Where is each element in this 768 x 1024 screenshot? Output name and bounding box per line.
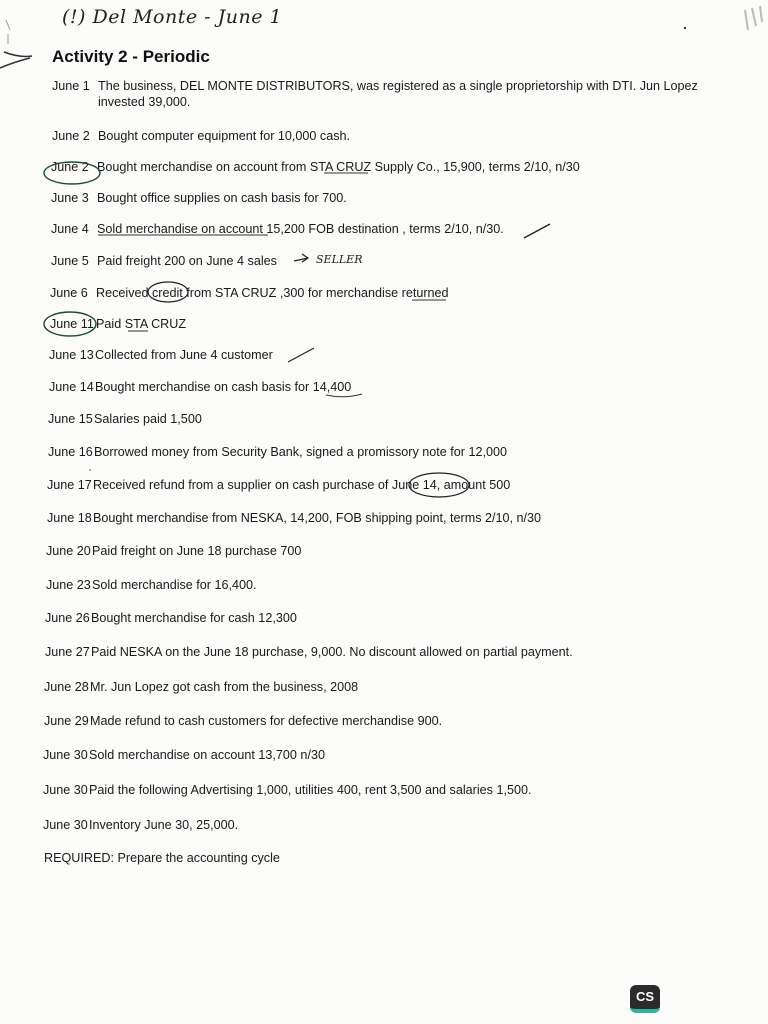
list-item [52, 78, 768, 110]
entry-date: June 13 [49, 348, 94, 362]
handwritten-heading: (!) Del Monte - June 1 [62, 6, 283, 28]
entry-text: Paid freight on June 18 purchase 700 [92, 544, 302, 558]
entry-date: June 30 [43, 818, 88, 832]
list-item [49, 379, 768, 395]
entry-text: Received refund from a supplier on cash purchase of June 14, amount 500 [93, 478, 511, 492]
dot-mark [89, 469, 91, 471]
entry-date: June 2 [51, 160, 89, 174]
corner-scribble [745, 6, 762, 30]
required-instruction: REQUIRED: Prepare the accounting cycle [44, 851, 280, 865]
entry-text: Mr. Jun Lopez got cash from the business, 2008 [90, 680, 359, 694]
entry-date: June 27 [45, 645, 90, 659]
entry-text: Bought computer equipment for 10,000 cash. [98, 129, 351, 143]
entry-text: Collected from June 4 customer [95, 348, 273, 362]
list-item [50, 316, 768, 332]
list-item [44, 679, 764, 695]
list-item [45, 644, 765, 660]
list-item [44, 713, 764, 729]
list-item [52, 128, 768, 144]
list-item [46, 577, 766, 593]
list-item [48, 444, 768, 460]
entry-date: June 5 [51, 254, 89, 268]
entry-date: June 1 [52, 79, 90, 93]
entry-text: Received credit from STA CRUZ ,300 for merchandise returned [96, 286, 449, 300]
list-item [45, 610, 765, 626]
list-item [50, 285, 768, 301]
list-item [46, 543, 766, 559]
page-title: Activity 2 - Periodic [52, 47, 210, 66]
entry-date: June 11 [50, 317, 94, 331]
margin-tick-mark [6, 20, 10, 44]
camscanner-logo: CS [630, 985, 660, 1013]
entry-date: June 14 [49, 380, 94, 394]
entry-date: June 16 [48, 445, 93, 459]
entry-date: June 15 [48, 412, 93, 426]
entry-text: Paid NESKA on the June 18 purchase, 9,000. No discount allowed on partial payment. [91, 645, 573, 659]
entry-text: Sold merchandise on account 15,200 FOB destination , terms 2/10, n/30. [97, 222, 504, 236]
dot-mark [684, 27, 686, 29]
entry-text: Bought merchandise on account from STA CRUZ Supply Co., 15,900, terms 2/10, n/30 [97, 160, 580, 174]
entry-text: Sold merchandise on account 13,700 n/30 [89, 748, 325, 762]
seller-annotation: SELLER [316, 253, 363, 266]
entry-date: June 4 [51, 222, 89, 236]
list-item [49, 347, 768, 363]
margin-scribble [0, 52, 32, 68]
list-item [48, 411, 768, 427]
list-item [51, 221, 768, 237]
entry-text: Borrowed money from Security Bank, signed a promissory note for 12,000 [94, 445, 507, 459]
entry-text: Bought office supplies on cash basis for 700. [97, 191, 347, 205]
list-item [51, 253, 768, 269]
entry-text: Bought merchandise for cash 12,300 [91, 611, 297, 625]
list-item [43, 782, 763, 798]
entry-date: June 17 [47, 478, 92, 492]
entry-date: June 3 [51, 191, 89, 205]
entry-text: Paid STA CRUZ [96, 317, 187, 331]
entry-date: June 18 [47, 511, 92, 525]
entry-date: June 2 [52, 129, 90, 143]
entry-text-continued: invested 39,000. [98, 95, 191, 109]
entry-text: Salaries paid 1,500 [94, 412, 202, 426]
entry-date: June 20 [46, 544, 91, 558]
entry-text: Sold merchandise for 16,400. [92, 578, 257, 592]
entry-date: June 6 [50, 286, 88, 300]
entry-date: June 30 [43, 783, 88, 797]
entry-date: June 29 [44, 714, 89, 728]
entry-text: Paid the following Advertising 1,000, utilities 400, rent 3,500 and salaries 1,500. [89, 783, 532, 797]
list-item [43, 747, 763, 763]
entry-date: June 30 [43, 748, 88, 762]
list-item [47, 510, 767, 526]
entry-text: Bought merchandise from NESKA, 14,200, FOB shipping point, terms 2/10, n/30 [93, 511, 542, 525]
entry-text: Paid freight 200 on June 4 sales [97, 254, 277, 268]
list-item [51, 190, 768, 206]
list-item [47, 477, 767, 493]
entry-text: Inventory June 30, 25,000. [89, 818, 239, 832]
entry-date: June 28 [44, 680, 89, 694]
entry-text: Made refund to cash customers for defective merchandise 900. [90, 714, 443, 728]
list-item [43, 817, 763, 833]
entry-date: June 26 [45, 611, 90, 625]
entry-text: The business, DEL MONTE DISTRIBUTORS, was registered as a single proprietorship with DTI. Jun Lopez [98, 79, 698, 93]
list-item [51, 159, 768, 175]
entry-text: Bought merchandise on cash basis for 14,400 [95, 380, 352, 394]
entry-date: June 23 [46, 578, 91, 592]
